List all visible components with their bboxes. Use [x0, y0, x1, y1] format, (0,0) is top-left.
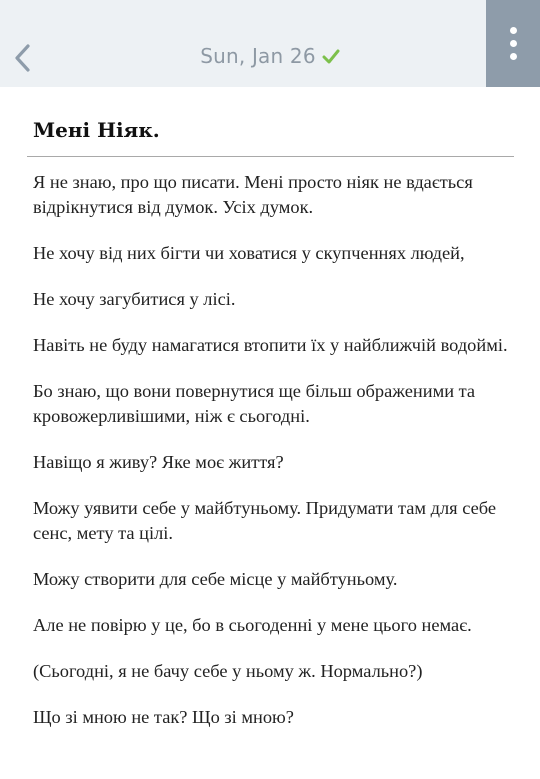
menu-dot: [510, 53, 517, 60]
entry-paragraph: Я не знаю, про що писати. Мені просто ніяк не вдається відрікнутися від думок. Усіх думок.: [33, 172, 473, 217]
entry-paragraph: Навіщо я живу? Яке моє життя?: [33, 452, 284, 472]
top-bar: [0, 0, 540, 87]
entry-paragraph: Можу створити для себе місце у майбтуньому.: [33, 569, 398, 589]
entry-paragraph: (Сьогодні, я не бачу себе у ньому ж. Нормально?): [33, 661, 423, 681]
entry-paragraph: Але не повірю у це, бо в сьогоденні у мене цього немає.: [33, 615, 472, 635]
menu-dot: [510, 40, 517, 47]
checkmark-icon: [322, 45, 340, 69]
more-vertical-icon: [510, 27, 517, 34]
entry-paragraph: Бо знаю, що вони повернутися ще більш ображеними та кровожерливішими, ніж є сьогодні.: [33, 381, 476, 426]
entry-title[interactable]: Мені Ніяк.: [33, 118, 160, 142]
date-label: Sun, Jan 26: [200, 44, 316, 68]
entry-paragraph: Навіть не буду намагатися втопити їх у найближчій водоймі.: [33, 335, 508, 355]
entry-body[interactable]: [27, 157, 514, 730]
more-options-button[interactable]: [486, 0, 540, 87]
entry-content: [27, 87, 514, 751]
entry-paragraph: Не хочу загубитися у лісі.: [33, 289, 236, 309]
entry-paragraph: Не хочу від них бігти чи ховатися у скупченнях людей,: [33, 243, 465, 263]
entry-date: [0, 44, 540, 69]
entry-paragraph: Можу уявити себе у майбтуньому. Придумати там для себе сенс, мету та цілі.: [33, 498, 497, 543]
entry-paragraph: Що зі мною не так? Що зі мною?: [33, 707, 294, 727]
